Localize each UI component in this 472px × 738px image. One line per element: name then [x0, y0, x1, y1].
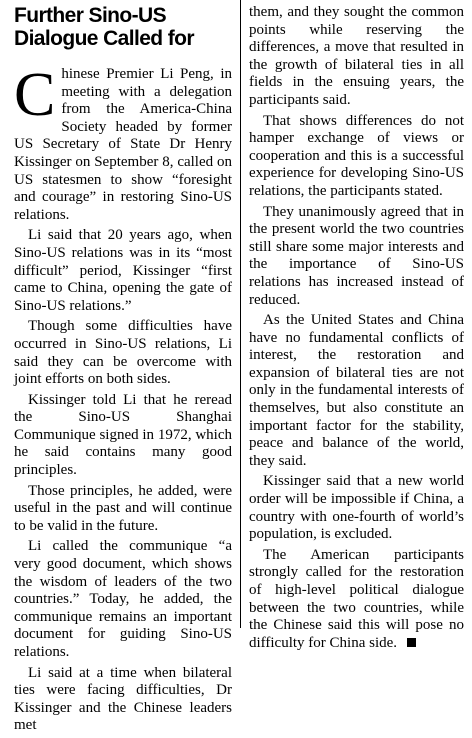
left-column — [14, 4, 232, 738]
body-paragraph: Li said at a time when bilateral ties were facing difficulties, Dr Kissinger and the Chinese leaders met — [14, 664, 232, 734]
body-paragraph: Li said that 20 years ago, when Sino-US relations was in its “most difficult” period, Kissinger “first came to China, opening the gate of Sino-US relations.” — [14, 227, 232, 314]
body-paragraph-continued: them, and they sought the common points while reserving the differences, a move that resulted in the growth of bilateral ties in all fields in the ensuing years, the participants said. — [249, 4, 464, 108]
body-paragraph: Those principles, he added, were useful in the past and will continue to be valid in the future. — [14, 482, 232, 534]
body-paragraph: That shows differences do not hamper exchange of views or cooperation and this is a successful experience for developing Sino-US relations, the participants stated. — [249, 112, 464, 199]
column-divider — [240, 0, 241, 628]
final-paragraph — [249, 547, 464, 653]
body-paragraph: Kissinger told Li that he reread the Sino-US Shanghai Communique signed in 1972, which he said contains many good principles. — [14, 391, 232, 479]
drop-cap: C — [14, 61, 56, 129]
body-paragraph: Though some difficulties have occurred in Sino-US relations, Li said they can be overcome with joint efforts on both sides. — [14, 318, 232, 388]
headline-line-2: Dialogue Called for — [14, 27, 194, 50]
end-of-article-mark — [407, 638, 416, 647]
headline-line-1: Further Sino-US — [14, 4, 166, 27]
body-paragraph: They unanimously agreed that in the present world the two countries still share some major interests and the importance of Sino-US relations has increased instead of reduced. — [249, 203, 464, 308]
lead-paragraph-text: hinese Premier Li Peng, in meeting with a delegation from the America-China Society headed by former US Secretary of State Dr Henry Kissinger on September 8, called on US statesmen to show “foresight and courage” in restoring Sino-US relations. — [14, 66, 232, 223]
body-paragraph: Kissinger said that a new world order will be impossible if China, a country with one-fourth of world’s population, is excluded. — [249, 473, 464, 543]
lead-paragraph — [14, 61, 232, 224]
body-paragraph: As the United States and China have no fundamental conflicts of interest, the restoration and expansion of bilateral ties are not only in the fundamental interests of themselves, but also constitute an important factor for the stability, peace and balance of the world, they said. — [249, 312, 464, 469]
article-headline — [14, 4, 232, 50]
body-paragraph: Li called the communique “a very good document, which shows the wisdom of leaders of the two countries.” Today, he added, the communique remains an important document for guiding Sino-US relations. — [14, 538, 232, 660]
right-column — [249, 4, 464, 655]
final-paragraph-text: The American participants strongly called for the restoration of high-level political dialogue between the two countries, while the Chinese said this will pose no difficulty for China side. — [249, 546, 464, 651]
